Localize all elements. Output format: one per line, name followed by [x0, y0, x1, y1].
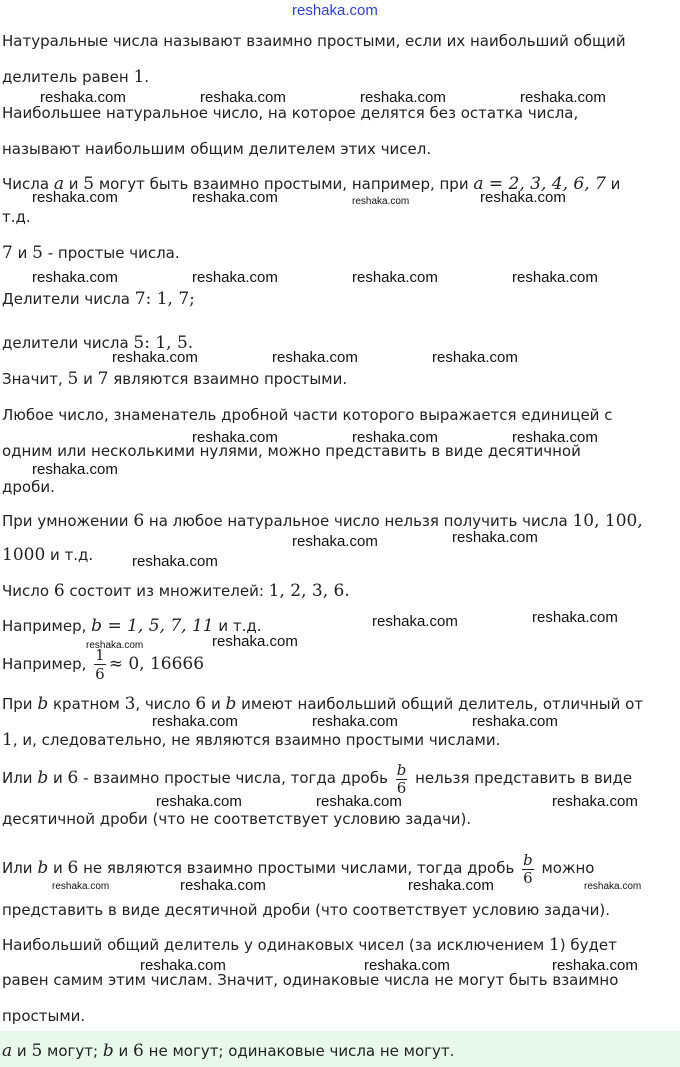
text: - взаимно простые числа, тогда дробь — [78, 769, 393, 787]
math: 5 — [31, 1041, 43, 1061]
text: , и, следовательно, не являются взаимно простыми числами. — [12, 731, 501, 749]
text: Числа — [2, 175, 54, 193]
text: имеют наибольший общий делитель, отличный от — [236, 695, 644, 713]
text: Или — [2, 859, 38, 877]
text: - простые числа. — [42, 244, 180, 262]
text: Делители числа — [2, 290, 135, 308]
watermark: reshaka.com — [112, 349, 198, 366]
watermark: reshaka.com — [152, 713, 238, 730]
math: 6 — [67, 768, 79, 788]
math: 1 — [2, 730, 13, 750]
math: 5 — [67, 369, 79, 389]
math: 6 — [195, 694, 207, 714]
numerator: b — [523, 850, 533, 869]
paragraph-equal-numbers — [2, 934, 617, 956]
watermark: reshaka.com — [192, 429, 278, 446]
text: равен самим этим числам. Значит, одинаковые числа не могут быть взаимно — [2, 971, 619, 989]
paragraph-equal-numbers-cont — [2, 969, 618, 991]
text: не являются взаимно простыми числами, тогда дробь — [78, 859, 520, 877]
text: и — [113, 1042, 134, 1060]
watermark: reshaka.com — [372, 613, 458, 630]
math: b — [37, 694, 49, 714]
watermark: reshaka.com — [408, 877, 494, 894]
watermark: reshaka.com — [480, 189, 566, 206]
text: , число — [135, 695, 196, 713]
watermark: reshaka.com — [472, 713, 558, 730]
text: Например, — [2, 655, 92, 673]
math: 10, 100, — [572, 511, 643, 531]
text: и — [48, 769, 68, 787]
text: ) будет — [559, 936, 617, 954]
watermark: reshaka.com — [180, 877, 266, 894]
math: 7 — [2, 243, 13, 263]
text: и — [48, 859, 68, 877]
math: 5 — [32, 243, 43, 263]
watermark: reshaka.com — [316, 793, 402, 810]
watermark: reshaka.com — [532, 609, 618, 626]
math: ≈ 0, 16666 — [108, 654, 205, 674]
paragraph-coprime-definition-cont — [2, 66, 149, 88]
watermark: reshaka.com — [40, 89, 126, 106]
text: Или — [2, 769, 38, 787]
math: a — [53, 174, 64, 194]
math: b — [37, 768, 49, 788]
watermark: reshaka.com — [272, 349, 358, 366]
answer-text — [2, 1040, 454, 1062]
paragraph-coprime-b-6-cont — [2, 808, 471, 830]
paragraph-b-multiple-3 — [2, 693, 643, 715]
text: При умножении — [2, 512, 134, 530]
math: 7: 1, 7; — [134, 289, 195, 309]
watermark: reshaka.com — [32, 461, 118, 478]
text: Значит, — [2, 370, 68, 388]
paragraph-primes — [2, 242, 180, 264]
math: 1 — [133, 67, 145, 87]
text: и — [12, 1042, 32, 1060]
text: Любое число, знаменатель дробной части которого выражается единицей с — [2, 406, 613, 424]
text: на любое натуральное число нельзя получить числа — [144, 512, 573, 530]
fraction-b-6 — [522, 851, 534, 887]
paragraph-multiply-6-cont — [2, 544, 93, 566]
math: 5 — [83, 174, 95, 194]
watermark: reshaka.com — [52, 881, 110, 892]
paragraph-factors-6 — [2, 580, 350, 602]
denominator: 6 — [95, 665, 105, 683]
numerator: b — [396, 760, 407, 779]
watermark: reshaka.com — [512, 429, 598, 446]
math: 6 — [53, 581, 65, 601]
paragraph-example-a-cont — [2, 206, 31, 228]
numerator: 1 — [95, 646, 105, 664]
text: Число — [2, 582, 54, 600]
text: и — [605, 175, 621, 193]
watermark: reshaka.com — [352, 269, 438, 286]
text: . — [144, 68, 150, 86]
watermark: reshaka.com — [86, 640, 144, 651]
text: и т.д. — [45, 546, 94, 564]
watermark: reshaka.com — [156, 793, 242, 810]
denominator: 6 — [523, 868, 533, 887]
watermark: reshaka.com — [452, 529, 538, 546]
math: 5: 1, 5. — [133, 333, 194, 353]
watermark: reshaka.com — [584, 881, 642, 892]
watermark: reshaka.com — [192, 189, 278, 206]
watermark: reshaka.com — [352, 196, 410, 207]
paragraph-multiply-6 — [2, 510, 643, 532]
math: b = 1, 5, 7, 11 — [91, 616, 214, 636]
text: дроби. — [2, 478, 55, 496]
watermark: reshaka.com — [432, 349, 518, 366]
text: т.д. — [2, 208, 31, 226]
text: Например, — [2, 617, 92, 635]
watermark: reshaka.com — [352, 429, 438, 446]
math: a = 2, 3, 4, 6, 7 — [473, 174, 606, 194]
text: и — [63, 175, 84, 193]
text: называют наибольшим общим делителем этих чисел. — [2, 140, 432, 158]
math: b — [225, 694, 237, 714]
paragraph-divisors-7 — [2, 288, 195, 310]
watermark: reshaka.com — [512, 269, 598, 286]
text: состоит из множителей: — [64, 582, 269, 600]
text: простыми. — [2, 1007, 86, 1025]
text: и — [12, 244, 33, 262]
math: a — [2, 1041, 13, 1061]
math: 6 — [133, 1041, 144, 1061]
text: могут; — [42, 1042, 103, 1060]
watermark: reshaka.com — [32, 189, 118, 206]
text: Наибольший общий делитель у одинаковых чисел (за исключением — [2, 936, 549, 954]
text: делители числа — [2, 334, 134, 352]
text: и — [206, 695, 226, 713]
watermark: reshaka.com — [364, 957, 450, 974]
watermark: reshaka.com — [32, 269, 118, 286]
math: 1, 2, 3, 6. — [268, 581, 350, 601]
watermark: reshaka.com — [292, 533, 378, 550]
text: можно — [536, 859, 595, 877]
watermark: reshaka.com — [140, 957, 226, 974]
watermark: reshaka.com — [212, 633, 298, 650]
watermark: reshaka.com — [312, 713, 398, 730]
paragraph-coprime-definition — [2, 30, 626, 52]
text: делитель равен — [2, 68, 134, 86]
watermark: reshaka.com — [552, 793, 638, 810]
math: 3 — [124, 694, 136, 714]
paragraph-decimal-fraction — [2, 404, 612, 426]
paragraph-gcd-definition-cont — [2, 138, 431, 160]
site-watermark-top: reshaka.com — [292, 2, 378, 19]
text: При — [2, 695, 38, 713]
text: Натуральные числа называют взаимно простыми, если их наибольший общий — [2, 32, 626, 50]
watermark: reshaka.com — [360, 89, 446, 106]
paragraph-decimal-fraction-end — [2, 476, 55, 498]
text: представить в виде десятичной дроби (что соответствует условию задачи). — [2, 901, 610, 919]
denominator: 6 — [396, 778, 407, 797]
math: 6 — [67, 858, 79, 878]
watermark: reshaka.com — [520, 89, 606, 106]
math: 7 — [97, 369, 109, 389]
text: нельзя представить в виде — [410, 769, 633, 787]
math: b — [102, 1041, 114, 1061]
math: 6 — [133, 511, 145, 531]
text: и — [78, 370, 98, 388]
math: 1000 — [2, 545, 46, 565]
text: могут быть взаимно простыми, например, при — [94, 175, 474, 193]
watermark: reshaka.com — [192, 269, 278, 286]
watermark: reshaka.com — [200, 89, 286, 106]
text: и т.д. — [213, 617, 262, 635]
text: десятичной дроби (что не соответствует условию задачи). — [2, 810, 472, 828]
paragraph-not-coprime-b-6-cont — [2, 899, 610, 921]
text: одним или несколькими нулями, можно представить в виде десятичной — [2, 442, 581, 460]
text: являются взаимно простыми. — [108, 370, 348, 388]
text: кратном — [48, 695, 125, 713]
text: Наибольшее натуральное число, на которое делятся без остатка числа, — [2, 104, 579, 122]
math: b — [37, 858, 49, 878]
watermark: reshaka.com — [132, 553, 218, 570]
paragraph-b-multiple-3-cont — [2, 729, 500, 751]
text: не могут; одинаковые числа не могут. — [143, 1042, 455, 1060]
paragraph-conclusion-5-7 — [2, 368, 347, 390]
watermark: reshaka.com — [552, 957, 638, 974]
paragraph-equal-numbers-end — [2, 1005, 85, 1027]
paragraph-decimal-fraction-cont — [2, 440, 581, 462]
fraction-b-6 — [396, 761, 408, 797]
math: 1 — [548, 935, 560, 955]
